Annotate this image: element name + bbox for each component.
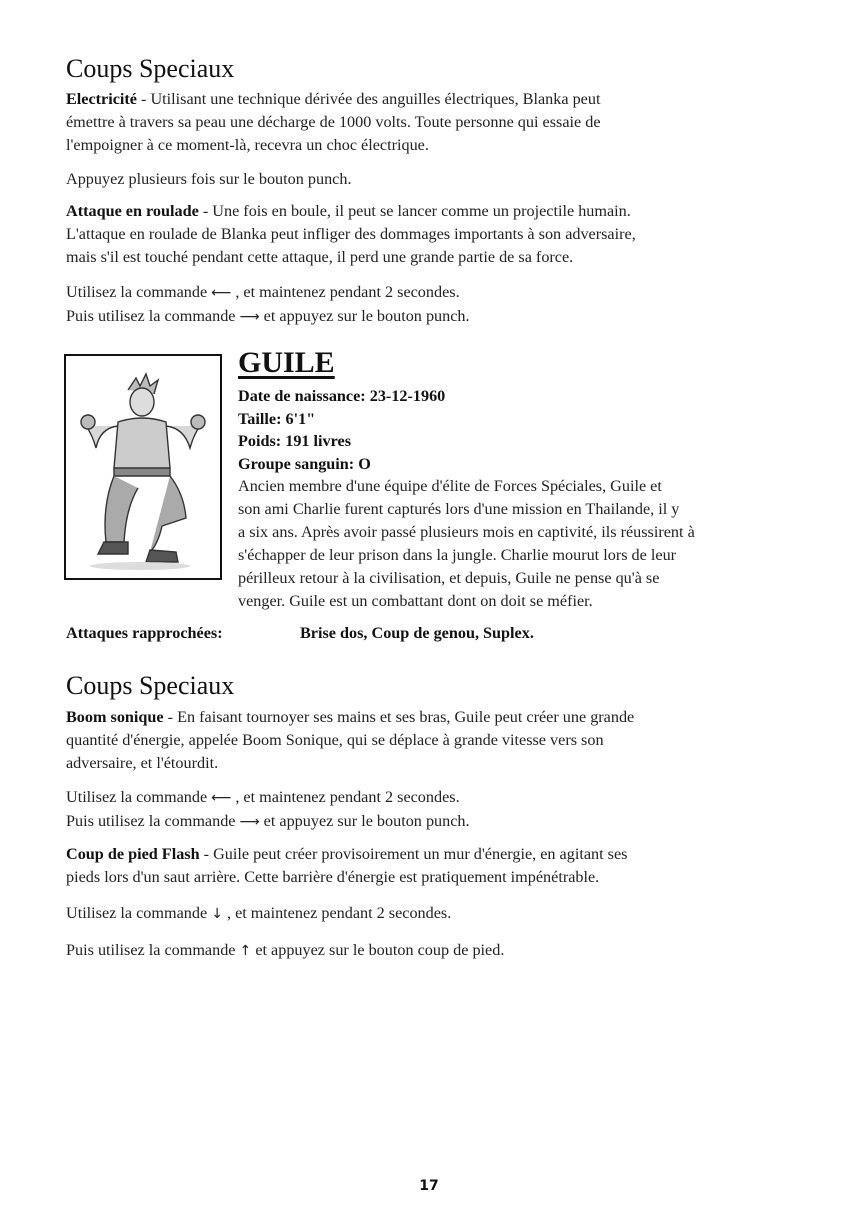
- move-flash-command-2: Puis utilisez la commande ↑ et appuyez sur le bouton coup de pied.: [66, 939, 796, 963]
- section-title-2: Coups Speciaux: [66, 671, 235, 700]
- fighter-illustration: [66, 356, 220, 578]
- arrow-right-icon: ⟶: [239, 814, 260, 830]
- arrow-up-icon: ↑: [239, 943, 252, 959]
- move-boom-sonique: Boom sonique - En faisant tournoyer ses mains et ses bras, Guile peut créer une grande quantité d'énergie, appelée Boom Sonique, qui se déplace à grande vitesse vers son adversaire, et l'étourdit.: [66, 708, 635, 772]
- move-coup-de-pied-flash: Coup de pied Flash - Guile peut créer provisoirement un mur d'énergie, en agitant ses pieds lors d'un saut arrière. Cette barrière d'énergie est pratiquement impénétrable.: [66, 845, 628, 886]
- arrow-right-icon: ⟶: [239, 309, 260, 325]
- stat-birthdate: Date de naissance: 23-12-1960: [238, 387, 446, 405]
- move-electricite-command: Appuyez plusieurs fois sur le bouton punch.: [66, 170, 352, 188]
- move-attaque-roulade-command: Utilisez la commande ⟵ , et maintenez pendant 2 secondes. Puis utilisez la commande ⟶ et appuyez sur le bouton punch.: [66, 281, 796, 329]
- stat-weight: Poids: 191 livres: [238, 432, 352, 450]
- page-number: 17: [419, 1178, 439, 1194]
- character-name: GUILE: [238, 346, 335, 379]
- section-title-1: Coups Speciaux: [66, 54, 235, 83]
- move-attaque-roulade: Attaque en roulade - Une fois en boule, il peut se lancer comme un projectile humain. L'attaque en roulade de Blanka peut infliger des dommages importants à son adversaire, mais s'il est touché pendant cette attaque, il perd une grande partie de sa force.: [66, 202, 636, 266]
- stat-blood-type: Groupe sanguin: O: [238, 454, 371, 473]
- move-name: Boom sonique: [66, 708, 164, 726]
- character-stats: [238, 385, 445, 475]
- move-name: Electricité: [66, 90, 137, 108]
- move-name: Attaque en roulade: [66, 202, 199, 220]
- arrow-left-icon: ⟵: [211, 790, 232, 806]
- move-flash-command-1: Utilisez la commande ↓ , et maintenez pendant 2 secondes.: [66, 902, 796, 926]
- move-boom-sonique-command: Utilisez la commande ⟵ , et maintenez pendant 2 secondes. Puis utilisez la commande ⟶ et appuyez sur le bouton punch.: [66, 786, 796, 834]
- move-name: Coup de pied Flash: [66, 845, 200, 863]
- stat-height: Taille: 6'1": [238, 409, 316, 428]
- character-bio: Ancien membre d'une équipe d'élite de Forces Spéciales, Guile et son ami Charlie furent capturés lors d'une mission en Thailande, il y a six ans. Après avoir passé plusieurs mois en captivité, ils réussirent à s'échapper de leur prison dans la jungle. Charlie mourut lors de leur périlleux retour à la civilisation, et depuis, Guile ne pense qu'à se venger. Guile est un combattant dont on doit se méfier.: [238, 477, 695, 610]
- arrow-down-icon: ↓: [211, 906, 223, 922]
- close-attacks-list: Brise dos, Coup de genou, Suplex.: [300, 624, 534, 642]
- character-portrait: [64, 354, 222, 580]
- close-attacks-label: Attaques rapprochées:: [66, 624, 223, 642]
- arrow-left-icon: ⟵: [211, 285, 232, 301]
- move-electricite: Electricité - Utilisant une technique dérivée des anguilles électriques, Blanka peut émettre à travers sa peau une décharge de 1000 volts. Toute personne qui essaie de l'empoigner à ce moment-là, recevra un choc électrique.: [66, 90, 601, 154]
